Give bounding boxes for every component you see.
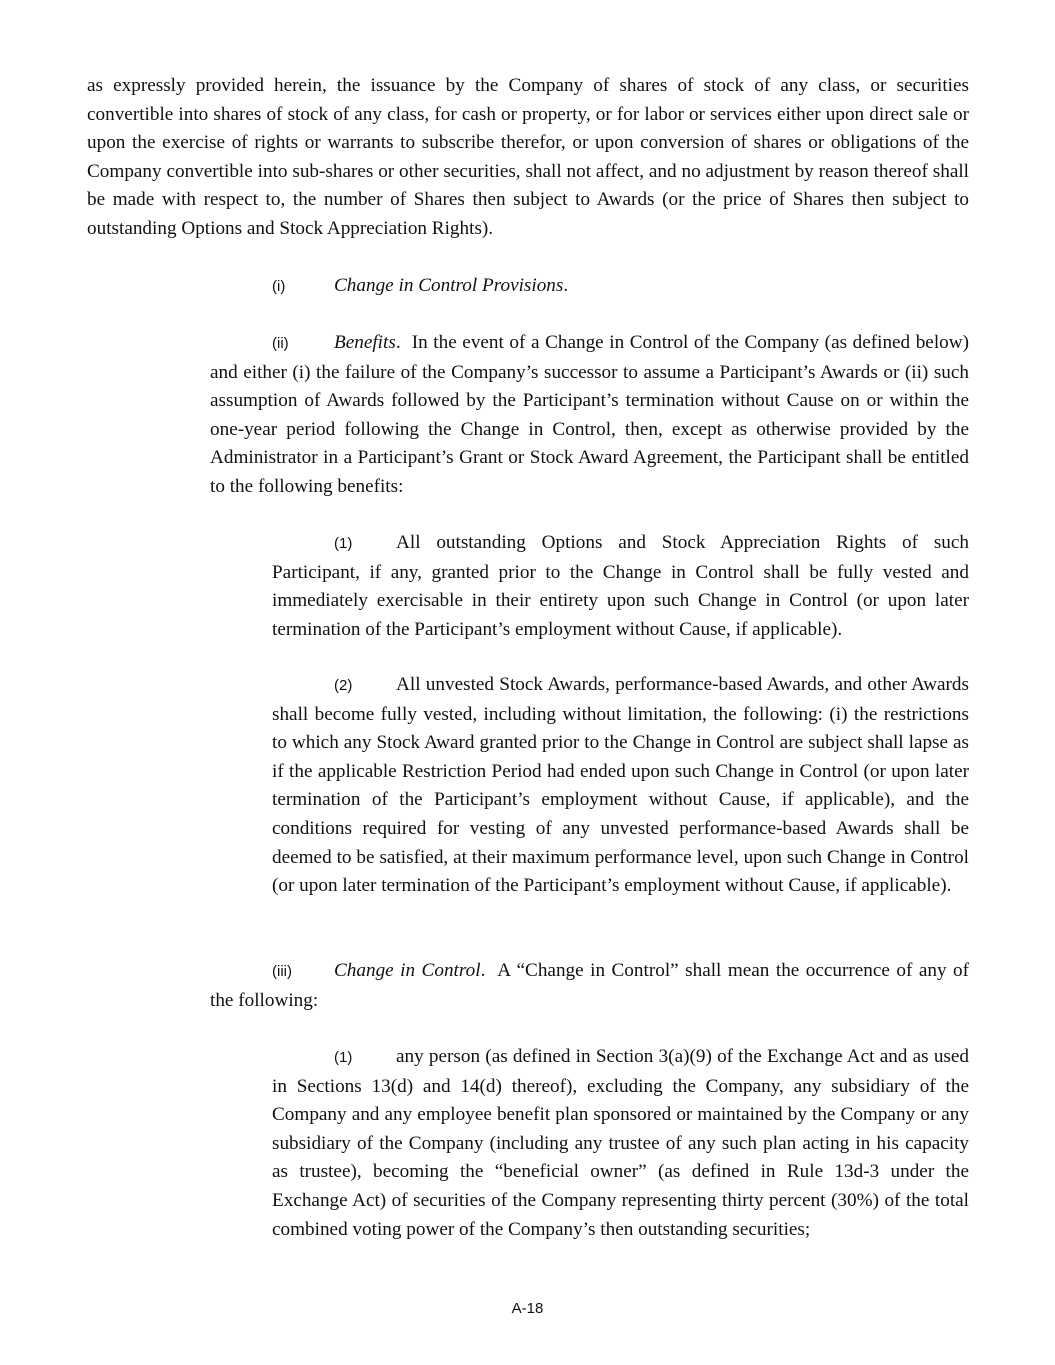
intro-paragraph: as expressly provided herein, the issuance by the Company of shares of stock of any class, or securities convertible into shares of stock of any class, for cash or property, or for labor or services either upon direct sale or upon the exercise of rights or warrants to subscribe therefor, or upon conversion of shares or obligations of the Company convertible into sub-shares or other securities, shall not affect, and no adjustment by reason thereof shall be made with respect to, the number of Shares then subject to Awards (or the price of Shares then subject to outstanding Options and Stock Appreciation Rights).: [87, 75, 969, 239]
section-ii-text: In the event of a Change in Control of the Company (as defined below) and either (i) the failure of the Company’s successor to assume a Participant’s Awards or (ii) such assumption of Awards followed by the Participant’s termination without Cause on or within the one-year period following the Change in Control, then, except as otherwise provided by the Administrator in a Participant’s Grant or Stock Award Agreement, the Participant shall be entitled to the following benefits:: [210, 332, 969, 497]
section-i-number: (i): [272, 278, 286, 295]
section-i-title-period: .: [563, 275, 569, 296]
section-iii-title: Change in Control: [334, 960, 481, 981]
section-iii-item-1: [272, 1043, 969, 1244]
section-ii-paragraph: [210, 329, 969, 502]
section-iii-item-1-number: (1): [334, 1049, 353, 1066]
section-iii-title-period: .: [480, 960, 486, 981]
section-ii-item-1: [272, 529, 969, 644]
section-iii-text: A “Change in Control” shall mean the occurrence of any of the following:: [210, 960, 970, 1011]
section-iii-number: (iii): [272, 963, 292, 980]
section-ii-number: (ii): [272, 335, 289, 352]
section-ii-item-2-text: All unvested Stock Awards, performance-based Awards, and other Awards shall become fully vested, including without limitation, the following: (i) the restrictions to which any Stock Award granted prior to the Change in Control are subject shall lapse as if the applicable Restriction Period had ended upon such Change in Control (or upon later termination of the Participant’s employment without Cause, if applicable), and the conditions required for vesting of any unvested performance-based Awards shall be deemed to be satisfied, at their maximum performance level, upon such Change in Control (or upon later termination of the Participant’s employment without Cause, if applicable).: [272, 674, 969, 897]
section-ii-title: Benefits: [334, 332, 396, 353]
page-number: A-18: [511, 1300, 544, 1317]
section-i-title: Change in Control Provisions: [334, 275, 564, 296]
section-ii-item-2: [272, 671, 969, 901]
section-ii-item-2-number: (2): [334, 677, 353, 694]
section-ii-item-1-text: All outstanding Options and Stock Appreciation Rights of such Participant, if any, granted prior to the Change in Control shall be fully vested and immediately exercisable in their entirety upon such Change in Control (or upon later termination of the Participant’s employment without Cause, if applicable).: [272, 532, 969, 640]
section-iii-paragraph: [210, 957, 969, 1015]
section-ii-title-period: .: [395, 332, 401, 353]
section-i-heading: [272, 272, 969, 302]
section-ii-item-1-number: (1): [334, 535, 353, 552]
section-iii-item-1-text: any person (as defined in Section 3(a)(9) of the Exchange Act and as used in Sections 13(d) and 14(d) thereof), excluding the Company, any subsidiary of the Company and any employee benefit plan sponsored or maintained by the Company or any subsidiary of the Company (including any trustee of any such plan acting in his capacity as trustee), becoming the “beneficial owner” (as defined in Rule 13d-3 under the Exchange Act) of securities of the Company representing thirty percent (30%) of the total combined voting power of the Company’s then outstanding securities;: [272, 1046, 969, 1240]
